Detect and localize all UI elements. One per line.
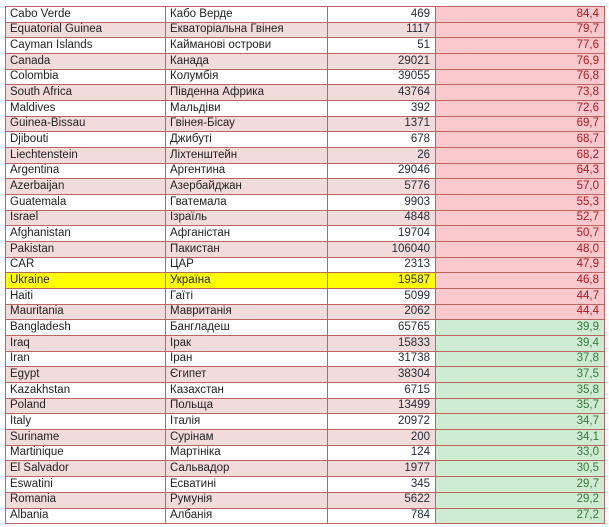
cell-country-en[interactable]: Afghanistan: [6, 226, 166, 241]
cell-country-uk[interactable]: Ліхтенштейн: [166, 148, 328, 163]
cell-country-en[interactable]: Guatemala: [6, 195, 166, 210]
cell-country-uk[interactable]: Сурінам: [166, 430, 328, 445]
cell-percent[interactable]: 47,9: [436, 258, 604, 273]
table-row: [6, 509, 604, 524]
cell-value[interactable]: 5622: [328, 493, 436, 508]
cell-value[interactable]: 1977: [328, 461, 436, 476]
cell-value[interactable]: 1371: [328, 117, 436, 132]
cell-country-en[interactable]: Egypt: [6, 367, 166, 382]
cell-country-uk[interactable]: Екваторіальна Гвінея: [166, 23, 328, 38]
cell-percent[interactable]: 64,3: [436, 164, 604, 179]
cell-country-uk[interactable]: Гватемала: [166, 195, 328, 210]
cell-country-uk[interactable]: ЦАР: [166, 258, 328, 273]
cell-country-en[interactable]: Poland: [6, 399, 166, 414]
table-row: [6, 493, 604, 509]
cell-country-en[interactable]: Mauritania: [6, 305, 166, 320]
table-row: [6, 273, 604, 289]
cell-country-en[interactable]: Romania: [6, 493, 166, 508]
cell-value[interactable]: 13499: [328, 399, 436, 414]
cell-country-en[interactable]: El Salvador: [6, 461, 166, 476]
cell-value[interactable]: 106040: [328, 242, 436, 257]
cell-country-en[interactable]: Maldives: [6, 101, 166, 116]
cell-percent[interactable]: 72,6: [436, 101, 604, 116]
table-row: [6, 101, 604, 117]
table-row: [6, 117, 604, 133]
cell-percent[interactable]: 69,7: [436, 117, 604, 132]
cell-percent[interactable]: 35,8: [436, 383, 604, 398]
cell-country-en[interactable]: Israel: [6, 211, 166, 226]
cell-country-en[interactable]: Pakistan: [6, 242, 166, 257]
table-row: [6, 85, 604, 101]
cell-country-en[interactable]: Djibouti: [6, 132, 166, 147]
cell-country-uk[interactable]: Мавританія: [166, 305, 328, 320]
cell-value[interactable]: 39055: [328, 70, 436, 85]
cell-percent[interactable]: 37,5: [436, 367, 604, 382]
cell-value[interactable]: 5776: [328, 179, 436, 194]
cell-country-en[interactable]: South Africa: [6, 85, 166, 100]
cell-country-en[interactable]: Suriname: [6, 430, 166, 445]
cell-percent[interactable]: 34,7: [436, 414, 604, 429]
cell-percent[interactable]: 37,8: [436, 352, 604, 367]
cell-percent[interactable]: 35,7: [436, 399, 604, 414]
cell-value[interactable]: 6715: [328, 383, 436, 398]
cell-value[interactable]: 345: [328, 477, 436, 492]
cell-value[interactable]: 29046: [328, 164, 436, 179]
cell-value[interactable]: 20972: [328, 414, 436, 429]
table-row: [6, 320, 604, 336]
cell-value[interactable]: 2062: [328, 305, 436, 320]
cell-country-uk[interactable]: Південна Африка: [166, 85, 328, 100]
cell-country-en[interactable]: Cabo Verde: [6, 7, 166, 22]
cell-country-en[interactable]: Azerbaijan: [6, 179, 166, 194]
cell-percent[interactable]: 30,5: [436, 461, 604, 476]
table-row: [6, 7, 604, 23]
table-row: [6, 38, 604, 54]
cell-value[interactable]: 43764: [328, 85, 436, 100]
table-row: [6, 367, 604, 383]
table-row: [6, 70, 604, 86]
cell-country-uk[interactable]: Аргентина: [166, 164, 328, 179]
cell-percent[interactable]: 57,0: [436, 179, 604, 194]
cell-percent[interactable]: 76,9: [436, 54, 604, 69]
cell-percent[interactable]: 44,4: [436, 305, 604, 320]
cell-value[interactable]: 200: [328, 430, 436, 445]
cell-country-uk[interactable]: Кабо Верде: [166, 7, 328, 22]
cell-percent[interactable]: 46,8: [436, 273, 604, 288]
table-row: [6, 23, 604, 39]
cell-country-uk[interactable]: Казахстан: [166, 383, 328, 398]
cell-percent[interactable]: 76,8: [436, 70, 604, 85]
cell-value[interactable]: 784: [328, 509, 436, 524]
cell-country-en[interactable]: Equatorial Guinea: [6, 23, 166, 38]
table-row: [6, 446, 604, 462]
cell-percent[interactable]: 50,7: [436, 226, 604, 241]
cell-country-uk[interactable]: Сальвадор: [166, 461, 328, 476]
cell-country-uk[interactable]: Джибуті: [166, 132, 328, 147]
cell-value[interactable]: 678: [328, 132, 436, 147]
cell-country-uk[interactable]: Афганістан: [166, 226, 328, 241]
table-row: [6, 132, 604, 148]
cell-value[interactable]: 51: [328, 38, 436, 53]
cell-value[interactable]: 26: [328, 148, 436, 163]
cell-country-uk[interactable]: Україна: [166, 273, 328, 288]
cell-percent[interactable]: 55,3: [436, 195, 604, 210]
cell-percent[interactable]: 34,1: [436, 430, 604, 445]
cell-percent[interactable]: 79,7: [436, 23, 604, 38]
cell-value[interactable]: 9903: [328, 195, 436, 210]
table-row: [6, 195, 604, 211]
cell-country-en[interactable]: CAR: [6, 258, 166, 273]
table-row: [6, 414, 604, 430]
cell-country-en[interactable]: Guinea-Bissau: [6, 117, 166, 132]
cell-country-uk[interactable]: Мартініка: [166, 446, 328, 461]
cell-country-uk[interactable]: Ізраїль: [166, 211, 328, 226]
cell-country-en[interactable]: Argentina: [6, 164, 166, 179]
cell-percent[interactable]: 29,2: [436, 493, 604, 508]
cell-country-uk[interactable]: Румунія: [166, 493, 328, 508]
cell-country-uk[interactable]: Есватині: [166, 477, 328, 492]
cell-percent[interactable]: 48,0: [436, 242, 604, 257]
cell-value[interactable]: 4848: [328, 211, 436, 226]
cell-percent[interactable]: 84,4: [436, 7, 604, 22]
cell-country-en[interactable]: Italy: [6, 414, 166, 429]
cell-value[interactable]: 2313: [328, 258, 436, 273]
cell-value[interactable]: 392: [328, 101, 436, 116]
cell-percent[interactable]: 39,4: [436, 336, 604, 351]
table-row: [6, 54, 604, 70]
cell-value[interactable]: 124: [328, 446, 436, 461]
cell-value[interactable]: 38304: [328, 367, 436, 382]
cell-country-uk[interactable]: Гвінея-Бісау: [166, 117, 328, 132]
table-row: [6, 258, 604, 274]
table-row: [6, 211, 604, 227]
table-row: [6, 430, 604, 446]
cell-country-en[interactable]: Colombia: [6, 70, 166, 85]
cell-country-uk[interactable]: Єгипет: [166, 367, 328, 382]
table-row: [6, 226, 604, 242]
country-table: [5, 6, 605, 524]
cell-value[interactable]: 19587: [328, 273, 436, 288]
cell-country-uk[interactable]: Ірак: [166, 336, 328, 351]
cell-country-uk[interactable]: Албанія: [166, 509, 328, 524]
cell-percent[interactable]: 68,2: [436, 148, 604, 163]
cell-country-uk[interactable]: Кайманові острови: [166, 38, 328, 53]
cell-percent[interactable]: 73,8: [436, 85, 604, 100]
cell-country-en[interactable]: Martinique: [6, 446, 166, 461]
cell-country-en[interactable]: Ukraine: [6, 273, 166, 288]
cell-country-en[interactable]: Liechtenstein: [6, 148, 166, 163]
table-row: [6, 352, 604, 368]
cell-value[interactable]: 19704: [328, 226, 436, 241]
cell-value[interactable]: 65765: [328, 320, 436, 335]
cell-percent[interactable]: 44,7: [436, 289, 604, 304]
cell-country-uk[interactable]: Колумбія: [166, 70, 328, 85]
table-row: [6, 336, 604, 352]
cell-country-uk[interactable]: Мальдіви: [166, 101, 328, 116]
cell-value[interactable]: 5099: [328, 289, 436, 304]
cell-value[interactable]: 469: [328, 7, 436, 22]
table-row: [6, 148, 604, 164]
cell-percent[interactable]: 77,6: [436, 38, 604, 53]
table-row: [6, 164, 604, 180]
cell-country-uk[interactable]: Азербайджан: [166, 179, 328, 194]
cell-value[interactable]: 29021: [328, 54, 436, 69]
cell-country-en[interactable]: Canada: [6, 54, 166, 69]
cell-country-uk[interactable]: Польща: [166, 399, 328, 414]
table-row: [6, 242, 604, 258]
cell-country-uk[interactable]: Гаїті: [166, 289, 328, 304]
cell-percent[interactable]: 33,0: [436, 446, 604, 461]
cell-country-uk[interactable]: Канада: [166, 54, 328, 69]
table-row: [6, 477, 604, 493]
cell-country-en[interactable]: Albania: [6, 509, 166, 524]
table-row: [6, 461, 604, 477]
cell-country-en[interactable]: Bangladesh: [6, 320, 166, 335]
table-row: [6, 399, 604, 415]
cell-country-uk[interactable]: Іран: [166, 352, 328, 367]
cell-percent[interactable]: 52,7: [436, 211, 604, 226]
cell-country-uk[interactable]: Італія: [166, 414, 328, 429]
cell-value[interactable]: 15833: [328, 336, 436, 351]
table-row: [6, 179, 604, 195]
cell-country-en[interactable]: Eswatini: [6, 477, 166, 492]
cell-country-en[interactable]: Iran: [6, 352, 166, 367]
table-row: [6, 289, 604, 305]
table-row: [6, 305, 604, 321]
cell-country-en[interactable]: Haiti: [6, 289, 166, 304]
table-row: [6, 383, 604, 399]
cell-country-uk[interactable]: Бангладеш: [166, 320, 328, 335]
cell-country-en[interactable]: Kazakhstan: [6, 383, 166, 398]
cell-country-en[interactable]: Iraq: [6, 336, 166, 351]
cell-value[interactable]: 31738: [328, 352, 436, 367]
cell-country-uk[interactable]: Пакистан: [166, 242, 328, 257]
cell-percent[interactable]: 39,9: [436, 320, 604, 335]
cell-value[interactable]: 1117: [328, 23, 436, 38]
cell-percent[interactable]: 68,7: [436, 132, 604, 147]
cell-percent[interactable]: 27,2: [436, 509, 604, 524]
cell-percent[interactable]: 29,7: [436, 477, 604, 492]
cell-country-en[interactable]: Cayman Islands: [6, 38, 166, 53]
